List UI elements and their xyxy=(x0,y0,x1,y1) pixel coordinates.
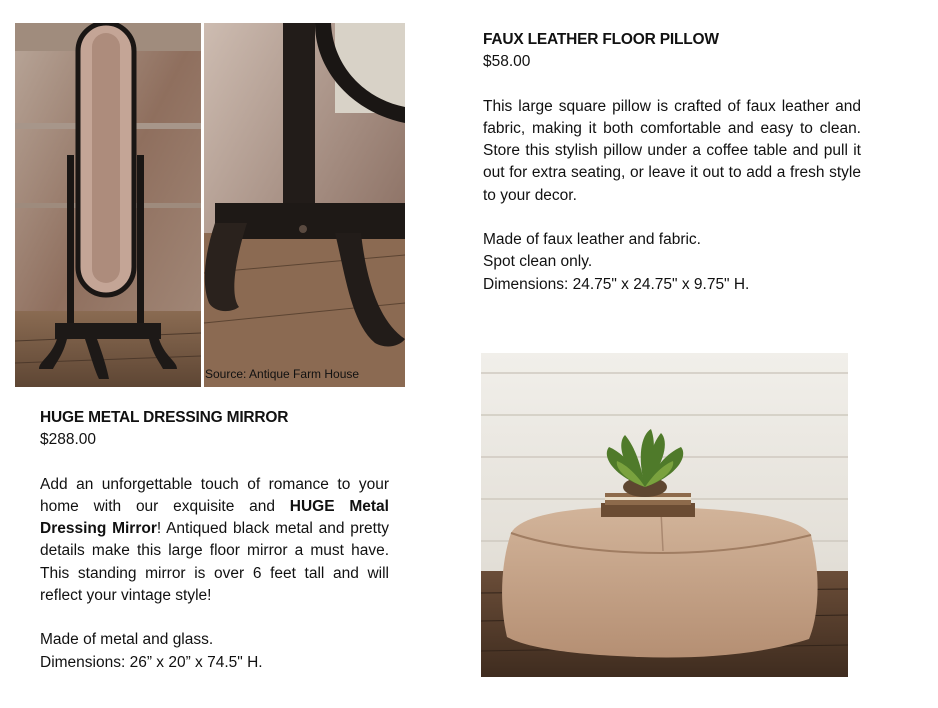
pillow-detail-care: Spot clean only. xyxy=(483,253,593,271)
mirror-detail-dimensions: Dimensions: 26” x 20” x 74.5" H. xyxy=(40,653,263,671)
mirror-description-body: ! Antiqued black metal and pretty details make this large floor mirror a must have. This standing mirror is over 6 feet tall and will reflect your vintage style! xyxy=(40,520,390,605)
pillow-description: This large square pillow is crafted of faux leather and fabric, making it both comfortable and easy to clean. Store this stylish pillow under a coffee table and pull it out for extra seating, or leave it out to add a fresh style to your decor. xyxy=(483,97,861,204)
pillow-product-info xyxy=(483,29,861,296)
pillow-details xyxy=(483,229,861,296)
mirror-description-intro: Add an unforgettable touch of romance to your home with our exquisite and xyxy=(40,475,389,515)
pillow-detail-material: Made of faux leather and fabric. xyxy=(483,231,701,249)
pillow-title: FAUX LEATHER FLOOR PILLOW xyxy=(483,31,719,48)
mirror-product-photo xyxy=(15,23,405,387)
pillow-price: $58.00 xyxy=(483,53,531,71)
pillow-detail-dimensions: Dimensions: 24.75" x 24.75" x 9.75" H. xyxy=(483,275,750,293)
mirror-price: $288.00 xyxy=(40,431,97,449)
photo-source-caption: Source: Antique Farm House xyxy=(205,367,360,381)
mirror-details xyxy=(40,629,389,674)
mirror-detail-material: Made of metal and glass. xyxy=(40,631,214,649)
mirror-product-info xyxy=(40,407,389,674)
mirror-description-product-name: HUGE Metal Dressing Mirror xyxy=(40,497,389,538)
pillow-product-photo xyxy=(481,353,848,677)
mirror-description xyxy=(40,474,389,608)
mirror-title: HUGE METAL DRESSING MIRROR xyxy=(40,409,289,426)
